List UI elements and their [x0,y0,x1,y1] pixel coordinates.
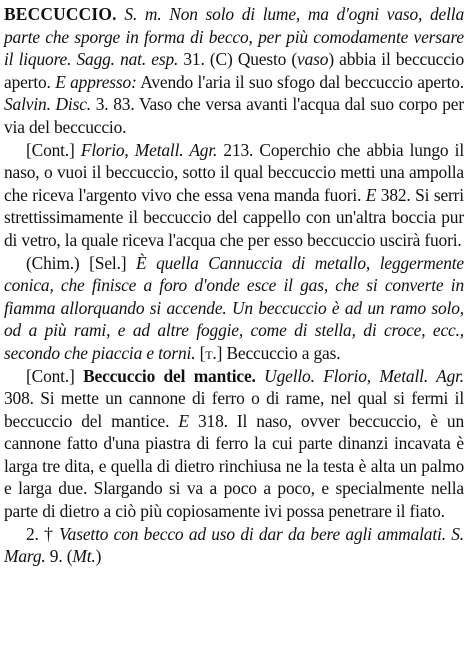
text-run: 382. Si serri strettissimamente il beccuccio del cappello con un'altra boccia pur di vetro, la quale riceva l'acqua che per esso beccuccio uscirà fuori. [4,184,464,250]
text-run: E [365,184,377,205]
mantice-sense-text [4,366,464,522]
text-run: ] Beccuccio a gas. [216,342,341,363]
entry-paragraph-florio [4,139,464,252]
entry-paragraph-sense-2 [4,523,464,568]
text-run: 318. Il naso, ovver beccuccio, è un cannone fatto d'una piastra di ferro la cui parte dinanzi incavata è larga tre dita, e quella di dietro rinchiusa ne la testa è alta un palmo e larga due. Slargando si va a poco a poco, e specialmente nella parte di dietro a ciò più copiosamente ivi possa penetrare il fiato. [4,410,464,522]
citation-text [4,140,464,250]
text-run: Salvin. Disc. [4,94,91,115]
text-run: Avendo l'aria il suo sfogo dal beccuccio aperto. [136,71,464,92]
text-run: È quella Cannuccia di metallo, leggermente conica, che finisce a foro d'onde esce il gas, che si converte in fiamma allorquando si accende. Un beccuccio è ad un ramo solo, od a più rami, e ad altre foggie, come di stella, di croce, ecc., secondo che piaccia e torni. [4,252,464,363]
text-run: vaso [297,49,329,70]
text-run: [ [195,342,206,363]
text-run [256,366,264,386]
text-run: 9. ( [45,546,73,567]
text-run: Beccuccio del mantice. [83,365,256,386]
entry-paragraph-definition [4,3,464,139]
text-run: (Chim.) [Sel.] [26,252,137,273]
text-run: ) [95,546,102,567]
text-run: ) abbia il beccuccio aperto. [4,49,464,92]
text-run: 213. Coperchio che abbia lungo il naso, o vuoi il beccuccio, sotto il qual beccuccio metti una ampolla che riceva l'argento vivo che essa vena manda fuori. [4,139,465,205]
text-run: S. m. Non solo di lume, ma d'ogni vaso, della parte che sporge in forma di becco, per più comodamente versare il liquore. Sagg. nat. esp. [4,4,464,70]
text-run: t. [205,342,217,363]
text-run: E [178,410,189,431]
text-run: E appresso: [55,71,137,92]
text-run: Ugello. Florio, Metall. Agr. [264,365,465,386]
text-run: [Cont.] [26,139,81,160]
text-run: Mt. [72,546,96,567]
text-run: 2. † [26,523,60,544]
chemistry-sense-text [4,253,464,363]
text-run: 308. Si mette un cannone di ferro o di rame, nel qual si fermi il beccuccio del mantice. [4,388,464,431]
entry-headword: BECCUCCIO. [4,4,117,24]
text-run: 31. (C) Questo ( [178,49,298,70]
entry-paragraph-chemistry [4,252,464,365]
text-run: Vasetto con becco ad uso di dar da bere agli ammalati. S. Marg. [4,523,464,567]
text-run: 3. 83. Vaso che versa avanti l'acqua dal suo corpo per via del beccuccio. [4,94,464,137]
sense-2-text [4,524,464,567]
text-run: Florio, Metall. Agr. [80,139,218,160]
text-run: [Cont.] [26,365,84,386]
entry-paragraph-mantice [4,365,464,523]
